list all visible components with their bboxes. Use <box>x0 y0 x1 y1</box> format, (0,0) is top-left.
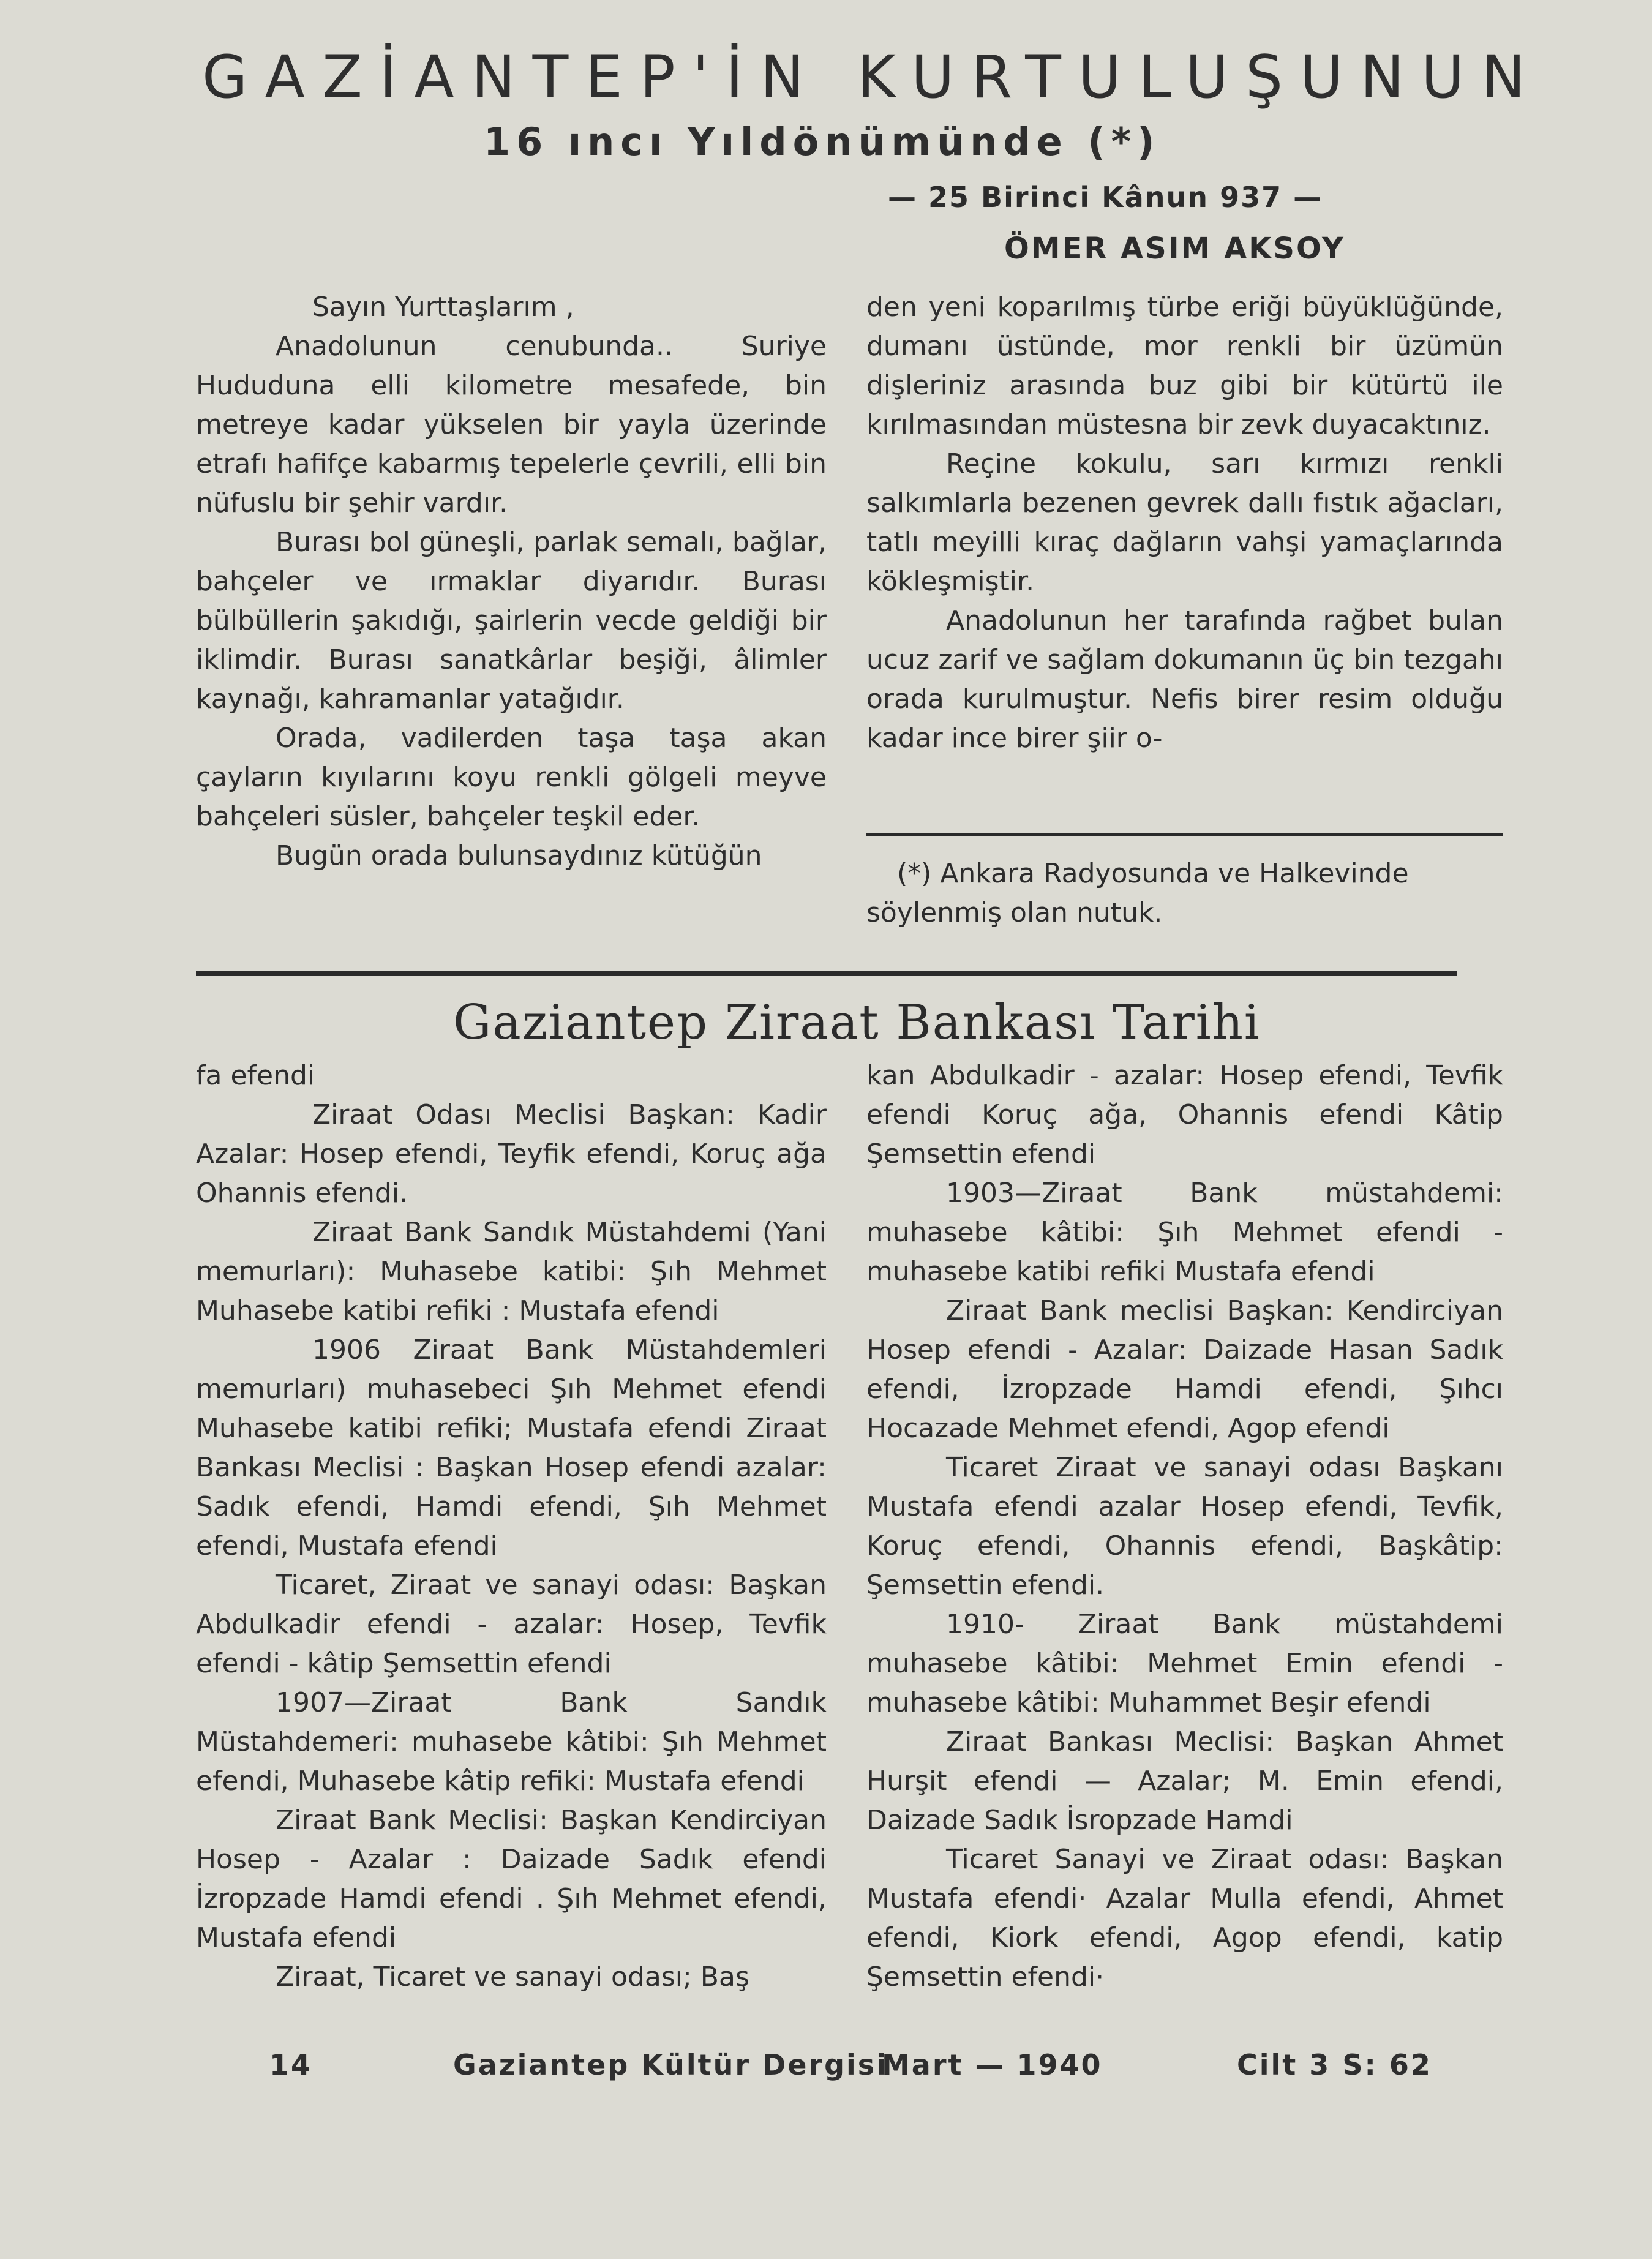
paragraph: Anadolunun cenubunda.. Suriye Hududuna elli kilometre mesafede, bin metreye kadar yükselen bir yayla üzerinde etrafı hafifçe kabarmış tepelerle çevrili, elli bin nüfuslu bir şehir vardır. <box>196 331 827 519</box>
section-left-column <box>196 1056 827 1997</box>
paragraph: Ziraat, Ticaret ve sanayi odası; Baş <box>276 1961 749 1993</box>
paragraph: Sayın Yurttaşlarım , <box>312 291 574 323</box>
journal-name: Gaziantep Kültür Dergisi <box>453 2048 888 2081</box>
article-author: ÖMER ASIM AKSOY <box>1004 231 1345 266</box>
paragraph: 1907—Ziraat Bank Sandık Müstahdemeri: muhasebe kâtibi: Şıh Mehmet efendi, Muhasebe kâtip refiki: Mustafa efendi <box>196 1687 827 1797</box>
paragraph: Ziraat Bank Meclisi: Başkan Kendirciyan Hosep - Azalar : Daizade Sadık efendi İzropzade Hamdi efendi . Şıh Mehmet efendi, Mustafa efendi <box>196 1805 827 1953</box>
paragraph: Reçine kokulu, sarı kırmızı renkli salkımlarla bezenen gevrek dallı fıstık ağacları, tatlı meyilli kıraç dağların vahşi yamaçlarında kökleşmiştir. <box>866 448 1503 597</box>
paragraph: Ticaret Ziraat ve sanayi odası Başkanı Mustafa efendi azalar Hosep efendi, Tevfik, Koruç efendi, Ohannis efendi, Başkâtip: Şemsettin efendi. <box>866 1452 1503 1601</box>
section-title: Gaziantep Ziraat Bankası Tarihi <box>453 995 1261 1050</box>
paragraph: Ziraat Bankası Meclisi: Başkan Ahmet Hurşit efendi — Azalar; M. Emin efendi, Daizade Sadık İsropzade Hamdi <box>866 1726 1503 1836</box>
article-left-column <box>196 288 827 876</box>
paragraph: Ziraat Bank Sandık Müstahdemi (Yani memurları): Muhasebe katibi: Şıh Mehmet Muhasebe katibi refiki : Mustafa efendi <box>196 1217 827 1326</box>
paragraph: fa efendi <box>196 1060 315 1091</box>
paragraph: Anadolunun her tarafında rağbet bulan ucuz zarif ve sağlam dokumanın üç bin tezgahı orada kurulmuştur. Nefis birer resim olduğu kadar ince birer şiir o- <box>866 605 1503 754</box>
section-divider <box>196 971 1457 976</box>
section-right-column <box>866 1056 1503 1997</box>
issue-date: Mart — 1940 <box>882 2048 1103 2081</box>
article-date: — 25 Birinci Kânun 937 — <box>888 181 1323 214</box>
paragraph: Ziraat Odası Meclisi Başkan: Kadir Azalar: Hosep efendi, Teyfik efendi, Koruç ağa Ohannis efendi. <box>196 1099 827 1209</box>
paragraph: Burası bol güneşli, parlak semalı, bağlar, bahçeler ve ırmaklar diyarıdır. Burası bülbüllerin şakıdığı, şairlerin vecde geldiği bir iklimdir. Burası sanatkârlar beşiği, âlimler kaynağı, kahramanlar yatağıdır. <box>196 527 827 715</box>
paragraph: Orada, vadilerden taşa taşa akan çayların kıyılarını koyu renkli gölgeli meyve bahçeleri süsler, bahçeler teşkil eder. <box>196 723 827 832</box>
paragraph: Ziraat Bank meclisi Başkan: Kendirciyan Hosep efendi - Azalar: Daizade Hasan Sadık efendi, İzropzade Hamdi efendi, Şıhcı Hocazade Mehmet efendi, Agop efendi <box>866 1295 1503 1444</box>
volume-info: Cilt 3 S: 62 <box>1237 2048 1432 2081</box>
paragraph: 1906 Ziraat Bank Müstahdemleri memurları) muhasebeci Şıh Mehmet efendi Muhasebe katibi refiki; Mustafa efendi Ziraat Bankası Meclisi : Başkan Hosep efendi azalar: Sadık efendi, Hamdi efendi, Şıh Mehmet efendi, Mustafa efendi <box>196 1334 827 1562</box>
paragraph: kan Abdulkadir - azalar: Hosep efendi, Tevfik efendi Koruç ağa, Ohannis efendi Kâtip Şemsettin efendi <box>866 1060 1503 1170</box>
paragraph: den yeni koparılmış türbe eriği büyüklüğünde, dumanı üstünde, mor renkli bir üzümün dişleriniz arasında buz gibi bir kütürtü ile kırılmasından müstesna bir zevk duyacaktınız. <box>866 291 1503 440</box>
paragraph: Ticaret, Ziraat ve sanayi odası: Başkan Abdulkadir efendi - azalar: Hosep, Tevfik efendi - kâtip Şemsettin efendi <box>196 1569 827 1679</box>
paragraph: 1903—Ziraat Bank müstahdemi: muhasebe kâtibi: Şıh Mehmet efendi - muhasebe katibi refiki Mustafa efendi <box>866 1178 1503 1287</box>
footnote <box>866 854 1512 933</box>
paragraph: Bugün orada bulunsaydınız kütüğün <box>276 840 762 871</box>
footnote-text: (*) Ankara Radyosunda ve Halkevinde söylenmiş olan nutuk. <box>866 858 1409 928</box>
footnote-rule <box>866 833 1503 836</box>
paragraph: Ticaret Sanayi ve Ziraat odası: Başkan Mustafa efendi· Azalar Mulla efendi, Ahmet efendi, Kiork efendi, Agop efendi, katip Şemsettin efendi· <box>866 1844 1503 1993</box>
page-number: 14 <box>269 2048 313 2081</box>
paragraph: 1910- Ziraat Bank müstahdemi muhasebe kâtibi: Mehmet Emin efendi - muhasebe kâtibi: Muhammet Beşir efendi <box>866 1609 1503 1718</box>
article-title: GAZİANTEP'İN KURTULUŞUNUN <box>202 43 1543 111</box>
article-subtitle: 16 ıncı Yıldönümünde (*) <box>484 119 1161 164</box>
article-right-column <box>866 288 1503 758</box>
